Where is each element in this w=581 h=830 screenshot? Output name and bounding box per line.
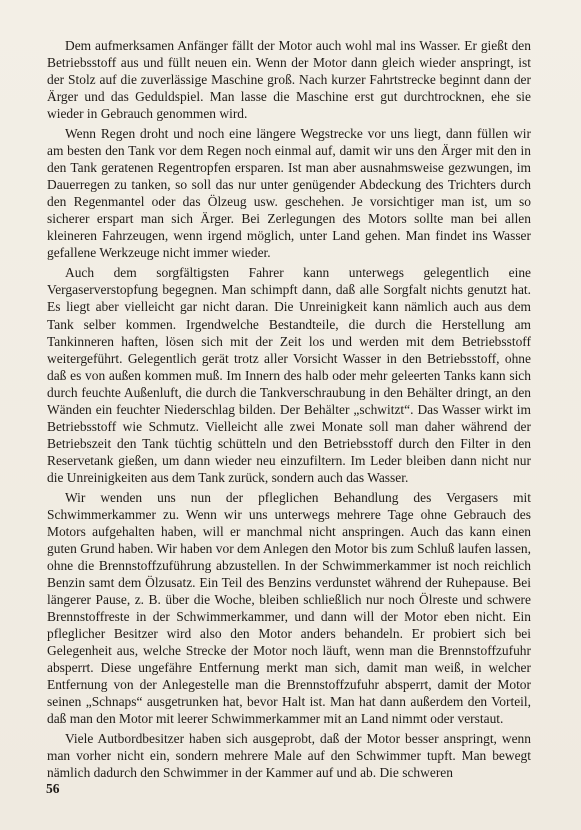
body-text <box>47 37 531 784</box>
paragraph-2: Wenn Regen droht und noch eine längere Wegstrecke vor uns liegt, dann füllen wir am besten den Tank vor dem Regen noch einmal auf, damit wir uns den Ärger mit den in den Tank geratenen Regentropfen ersparen. Ist man aber ausnahmsweise gezwungen, im Dauerregen zu tanken, so soll das nur unter genügender Abdeckung des Trichters durch den Regenmantel oder das Ölzeug usw. geschehen. Je vorsichtiger man ist, um so sicherer erspart man sich Ärger. Bei Zerlegungen des Motors sollte man bei allen kleineren Fahrzeugen, wenn irgend möglich, unter Land gehen. Man findet ins Wasser gefallene Werkzeuge nicht immer wieder. <box>47 126 531 261</box>
paragraph-4: Wir wenden uns nun der pfleglichen Behandlung des Vergasers mit Schwimmerkammer zu. Wenn wir uns unterwegs mehrere Tage ohne Gebrauch des Motors aufgehalten haben, will er manchmal nicht anspringen. Auch das kann einen guten Grund haben. Wir haben vor dem Anlegen den Motor bis zum Schluß laufen lassen, ohne die Brennstoffzuführung abzustellen. In der Schwimmerkammer ist noch reichlich Benzin samt dem Ölzusatz. Ein Teil des Benzins verdunstet während der Ruhepause. Bei längerer Pause, z. B. über die Woche, bleiben schließlich nur noch Ölreste und schwere Brennstoffreste in der Schwimmerkammer, und dann will der Motor eben nicht. Ein pfleglicher Besitzer wird also den Motor anders behandeln. Er probiert sich bei Gelegenheit aus, welche Strecke der Motor noch läuft, wenn man die Brennstoffzufuhr absperrt. Diese ungefähre Entfernung merkt man sich, damit man weiß, in welcher Entfernung von der Anlegestelle man die Brennstoffzufuhr absperrt, damit der Motor seinen „Schnaps“ ausgetrunken hat, bevor Halt ist. Man hat dann außerdem den Vorteil, daß man den Motor mit leerer Schwimmerkammer mit an Land nimmt oder verstaut. <box>47 489 531 727</box>
paragraph-3: Auch dem sorgfältigsten Fahrer kann unterwegs gelegentlich eine Vergaserverstopfung begegnen. Man schimpft dann, daß alle Sorgfalt nichts genutzt hat. Es liegt aber vielleicht gar nicht daran. Die Unreinigkeit kann nämlich auch aus dem Tank selber kommen. Irgendwelche Bestandteile, die durch die Herstellung am Tankinneren haften, lösen sich mit der Zeit los und werden mit dem Betriebsstoff weitergeführt. Gelegentlich gerät trotz aller Vorsicht Wasser in den Betriebsstoff, ohne daß es von außen kommen muß. Im Innern des halb oder mehr geleerten Tanks kann sich durch feuchte Außenluft, die durch die Tankverschraubung in den Behälter dringt, an den Wänden ein feuchter Niederschlag bilden. Der Behälter „schwitzt“. Das Wasser wirkt im Betriebsstoff wie Schmutz. Vielleicht alle zwei Monate soll man daher während der Betriebszeit den Tank tüchtig schütteln und den Betriebsstoff durch den Filter in den Reservetank gießen, um dann wieder neu einzufiltern. Im Leder bleiben dann nicht nur die Unreinigkeiten aus dem Tank zurück, sondern auch das Wasser. <box>47 265 531 485</box>
paragraph-5: Viele Autbordbesitzer haben sich ausgeprobt, daß der Motor besser anspringt, wenn man vorher nicht ein, sondern mehrere Male auf den Schwimmer tupft. Man bewegt nämlich dadurch den Schwimmer in der Kammer auf und ab. Die schweren <box>47 731 531 781</box>
page-number: 56 <box>46 781 60 796</box>
paragraph-1: Dem aufmerksamen Anfänger fällt der Motor auch wohl mal ins Wasser. Er gießt den Betriebsstoff aus und füllt neuen ein. Wenn der Motor dann gleich wieder anspringt, ist der Stolz auf die zuverlässige Maschine groß. Nach kurzer Fahrtstrecke beginnt dann der Ärger und das Geduldspiel. Man lasse die Maschine erst gut durchtrocknen, ehe sie wieder in Gebrauch genommen wird. <box>47 38 531 122</box>
